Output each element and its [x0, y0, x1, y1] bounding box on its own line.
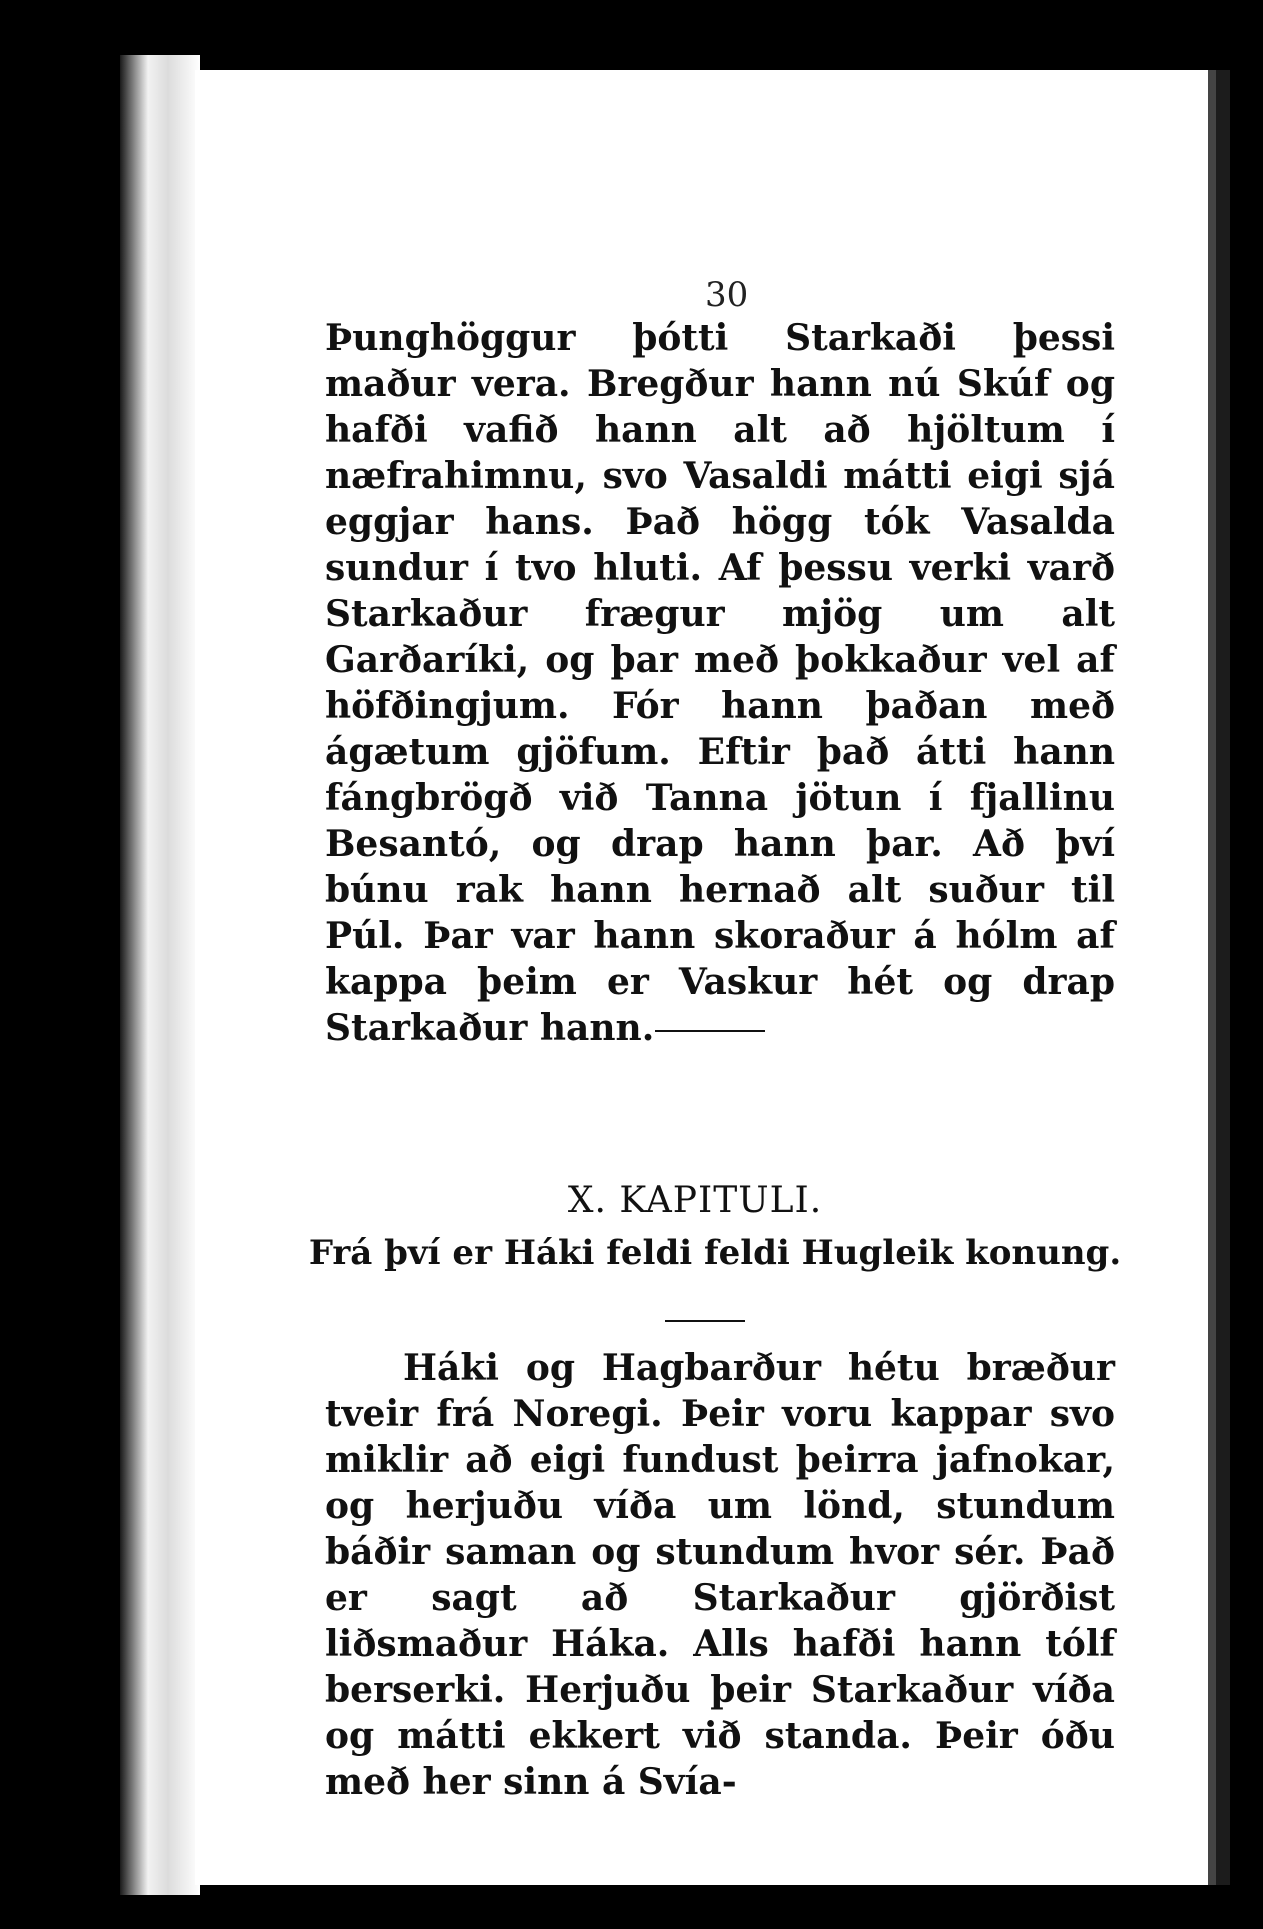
divider: [665, 1320, 745, 1322]
paragraph: Þunghöggur þótti Starkaði þessi maður vera. Bregður hann nú Skúf og hafði vafið hann alt að hjöltum í næfrahimnu, svo Vasaldi mátti eigi sjá eggjar hans. Það högg tók Vasalda sundur í tvo hluti. Af þessu verki varð Starkaður frægur mjög um alt Garðaríki, og þar með þokkaður vel af höfðingjum. Fór hann þaðan með ágætum gjöfum. Eftir það átti hann fángbrögð við Tanna jötun í fjallinu Besantó, og drap hann þar. Að því búnu rak hann hernað alt suður til Púl. Þar var hann skoraður á hólm af kappa þeim er Vaskur hét og drap Starkaður hann.: [325, 317, 1115, 1049]
page-edge: [1208, 70, 1216, 1885]
divider: [655, 1030, 765, 1032]
page-number: 30: [705, 275, 749, 315]
book-spine: [120, 55, 200, 1895]
chapter-subtitle: Frá því er Háki feldi feldi Hugleik konung.: [308, 1233, 1122, 1273]
book-page: [195, 70, 1230, 1885]
paragraph: Háki og Hagbarður hétu bræður tveir frá Noregi. Þeir voru kappar svo miklir að eigi fundust þeirra jafnokar, og herjuðu víða um lönd, stundum báðir saman og stundum hvor sér. Það er sagt að Starkaður gjörðist liðsmaður Háka. Alls hafði hann tólf berserki. Herjuðu þeir Starkaður víða og mátti ekkert við standa. Þeir óðu með her sinn á Svía-: [325, 1347, 1115, 1803]
chapter-title: X. KAPITULI.: [567, 1180, 823, 1221]
